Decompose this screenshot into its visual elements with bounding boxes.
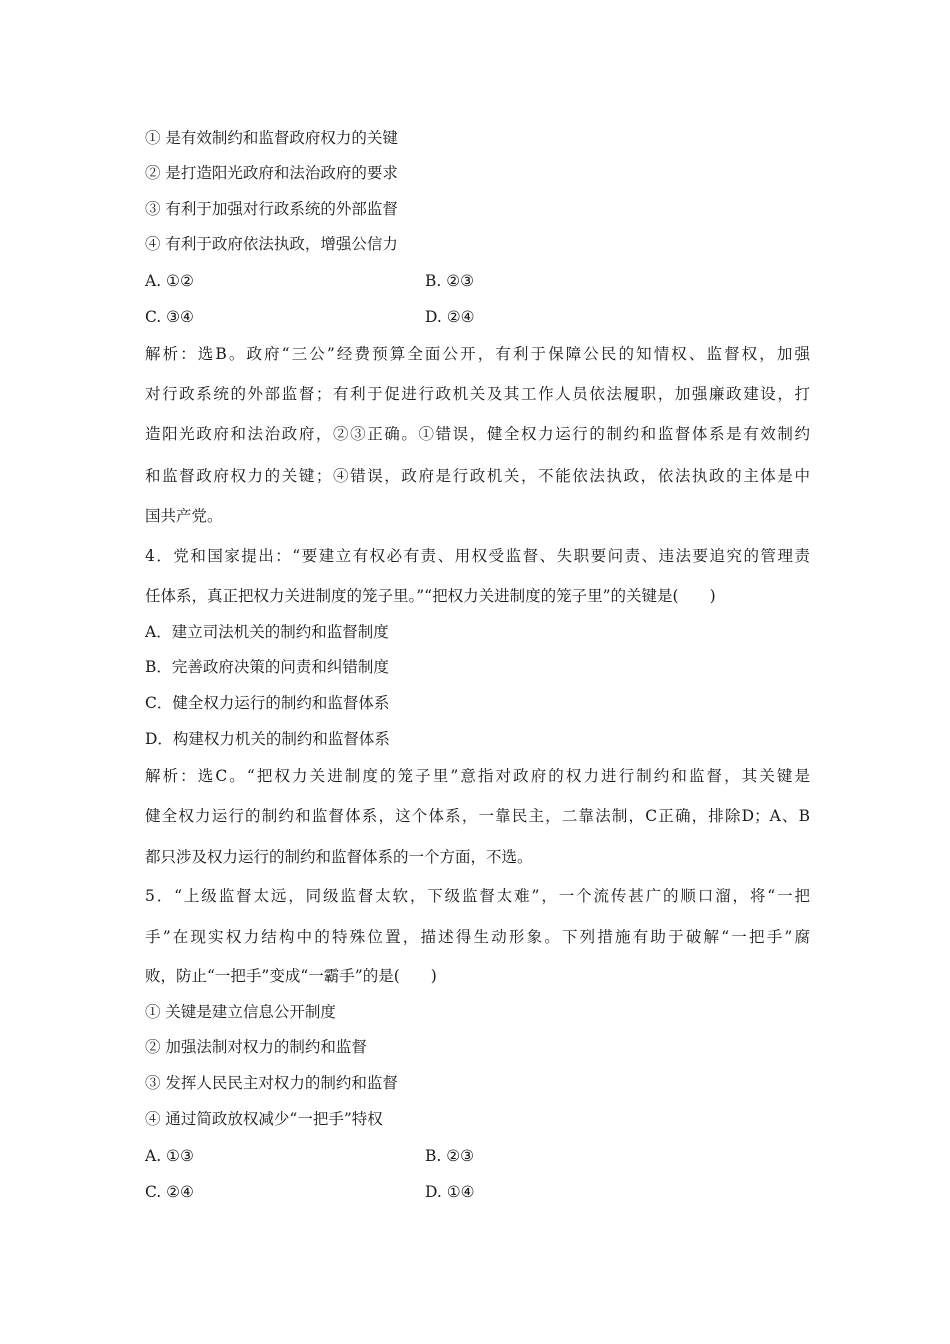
q3-option-b: B. ②③ (425, 272, 475, 290)
q5-statement-3: ③ 发挥人民民主对权力的制约和监督 (145, 1074, 398, 1092)
q3-statement-1: ① 是有效制约和监督政府权力的关键 (145, 129, 398, 147)
q3-analysis-line-3: 造阳光政府和法治政府，②③正确。①错误，健全权力运行的制约和监督体系是有效制约 (145, 425, 810, 443)
q5-option-a: A. ①③ (145, 1147, 194, 1165)
q4-option-c: C．健全权力运行的制约和监督体系 (145, 694, 390, 712)
q5-option-c: C. ②④ (145, 1183, 194, 1201)
q5-statement-1: ① 关键是建立信息公开制度 (145, 1003, 336, 1021)
q5-option-b: B. ②③ (425, 1147, 475, 1165)
q4-analysis-line-1: 解析：选C。“把权力关进制度的笼子里”意指对政府的权力进行制约和监督，其关键是 (145, 767, 810, 785)
q3-option-a: A. ①② (145, 272, 194, 290)
q5-statement-2: ② 加强法制对权力的制约和监督 (145, 1038, 367, 1056)
q3-option-c: C. ③④ (145, 308, 194, 326)
q4-stem-line-2: 任体系，真正把权力关进制度的笼子里。”“把权力关进制度的笼子里”的关键是( ) (145, 587, 716, 605)
q5-statement-4: ④ 通过简政放权减少“一把手”特权 (145, 1110, 383, 1128)
q3-statement-3: ③ 有利于加强对行政系统的外部监督 (145, 200, 398, 218)
q5-option-d: D. ①④ (425, 1183, 475, 1201)
q4-option-d: D．构建权力机关的制约和监督体系 (145, 730, 390, 748)
q3-analysis-line-1: 解析：选B。政府“三公”经费预算全面公开，有利于保障公民的知情权、监督权，加强 (145, 345, 810, 363)
q4-stem-line-1: 4．党和国家提出：“要建立有权必有责、用权受监督、失职要问责、违法要追究的管理责 (145, 547, 810, 565)
q3-statement-4: ④ 有利于政府依法执政，增强公信力 (145, 235, 398, 253)
q3-option-d: D. ②④ (425, 308, 475, 326)
q4-option-b: B．完善政府决策的问责和纠错制度 (145, 658, 389, 676)
q3-analysis-line-5: 国共产党。 (145, 507, 223, 525)
q3-statement-2: ② 是打造阳光政府和法治政府的要求 (145, 164, 398, 182)
q4-analysis-line-3: 都只涉及权力运行的制约和监督体系的一个方面，不选。 (145, 848, 533, 866)
q5-stem-line-3: 败，防止“一把手”变成“一霸手”的是( ) (145, 967, 437, 985)
q3-analysis-line-4: 和监督政府权力的关键；④错误，政府是行政机关，不能依法执政，依法执政的主体是中 (145, 467, 810, 485)
q4-option-a: A．建立司法机关的制约和监督制度 (145, 623, 389, 641)
q4-analysis-line-2: 健全权力运行的制约和监督体系，这个体系，一靠民主，二靠法制，C正确，排除D；A、B (145, 807, 810, 825)
q5-stem-line-1: 5．“上级监督太远，同级监督太软，下级监督太难”，一个流传甚广的顺口溜，将“一把 (145, 887, 810, 905)
q3-analysis-line-2: 对行政系统的外部监督；有利于促进行政机关及其工作人员依法履职，加强廉政建设，打 (145, 385, 810, 403)
q5-stem-line-2: 手”在现实权力结构中的特殊位置，描述得生动形象。下列措施有助于破解“一把手”腐 (145, 928, 810, 946)
